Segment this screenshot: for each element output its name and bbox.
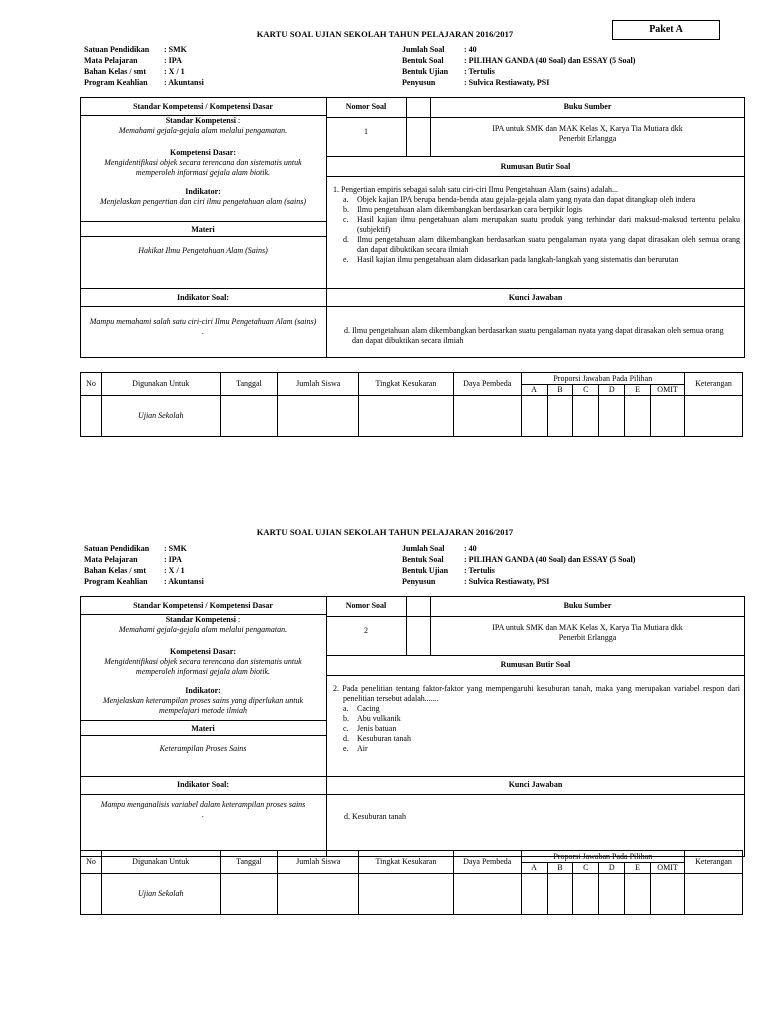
info-value: : X / 1 bbox=[164, 566, 185, 575]
col-no: No bbox=[81, 373, 102, 396]
sk-colon: : bbox=[236, 615, 241, 624]
question-block bbox=[333, 185, 740, 265]
info-label: Jumlah Soal bbox=[402, 544, 445, 553]
table-cell bbox=[651, 396, 685, 437]
table-cell bbox=[521, 874, 547, 915]
sk-label: Standar Kompetensi bbox=[165, 615, 237, 624]
choice-cell: E bbox=[625, 385, 651, 396]
row-digunakan: Ujian Sekolah bbox=[101, 396, 220, 437]
kunci-text: d. Kesuburan tanah bbox=[344, 812, 406, 821]
paket-label: Paket A bbox=[612, 20, 720, 40]
col-tanggal: Tanggal bbox=[220, 851, 278, 874]
col-daya: Daya Pembeda bbox=[453, 373, 521, 396]
kd-label: Kompetensi Dasar: bbox=[170, 148, 236, 157]
info-label: Bentuk Ujian bbox=[402, 566, 449, 575]
option-mark: e. bbox=[343, 744, 349, 753]
option-text: Ilmu pengetahuan alam dikembangkan berdasarkan suatu pengalaman nyata yang dapat dirasakan oleh semua orang dan dapat dibuktikan secara ilmiah bbox=[357, 235, 740, 254]
question-text: 2. Pada penelitian tentang faktor-faktor yang mempengaruhi kesuburan tanah, maka yang merupakan variabel respon dari penelitian tersebut adalah....... bbox=[333, 684, 740, 703]
info-label: Satuan Pendidikan bbox=[84, 45, 150, 54]
info-value: : Sulvica Restiawaty, PSI bbox=[464, 577, 550, 586]
option-text: Abu vulkanik bbox=[357, 714, 401, 723]
table-cell bbox=[573, 874, 599, 915]
col-digunakan: Digunakan Untuk bbox=[101, 373, 220, 396]
option-item bbox=[343, 704, 740, 714]
option-mark: c. bbox=[343, 215, 349, 224]
kd-text: Mengidentifikasi objek secara terencana dan sistematis untuk memperoleh informasi gejala alam biotik. bbox=[104, 657, 302, 676]
table-cell bbox=[547, 396, 573, 437]
info-value: : Akuntansi bbox=[164, 78, 204, 87]
table-cell bbox=[81, 396, 102, 437]
card-title: KARTU SOAL UJIAN SEKOLAH TAHUN PELAJARAN 2016/2017 bbox=[256, 527, 514, 537]
kompetensi-dasar bbox=[84, 647, 322, 677]
question-block bbox=[333, 684, 740, 754]
standar-kompetensi bbox=[84, 116, 322, 136]
kunci-text: d. Ilmu pengetahuan alam dikembangkan berdasarkan suatu pengalaman nyata yang dapat dirasakan oleh semua orang dan dapat dibuktikan secara ilmiah bbox=[344, 326, 724, 345]
indikator bbox=[84, 187, 322, 207]
kd-label: Kompetensi Dasar: bbox=[170, 647, 236, 656]
info-value: : IPA bbox=[164, 56, 182, 65]
info-value: : PILIHAN GANDA (40 Soal) dan ESSAY (5 Soal) bbox=[464, 555, 636, 564]
buku-sumber bbox=[430, 623, 745, 643]
indikator-soal bbox=[84, 800, 322, 820]
info-left bbox=[84, 544, 204, 588]
options-list bbox=[343, 195, 740, 265]
table-cell bbox=[573, 396, 599, 437]
table-cell bbox=[81, 874, 102, 915]
table-cell bbox=[453, 396, 521, 437]
option-item bbox=[343, 744, 740, 754]
info-label: Bahan Kelas / smt bbox=[84, 67, 147, 76]
materi-text: Keterampilan Proses Sains bbox=[159, 744, 247, 753]
header-rumusan: Rumusan Butir Soal bbox=[500, 162, 571, 171]
col-tanggal: Tanggal bbox=[220, 373, 278, 396]
option-item bbox=[343, 215, 740, 235]
info-label: Penyusun bbox=[402, 78, 436, 87]
table-cell bbox=[220, 396, 278, 437]
table-cell bbox=[453, 874, 521, 915]
table-cell bbox=[625, 396, 651, 437]
options-list bbox=[343, 704, 740, 754]
choice-cell: E bbox=[625, 863, 651, 874]
indikator bbox=[84, 686, 322, 716]
info-value: : IPA bbox=[164, 555, 182, 564]
sk-label: Standar Kompetensi bbox=[165, 116, 237, 125]
col-keterangan: Keterangan bbox=[685, 851, 743, 874]
info-value: : 40 bbox=[464, 45, 477, 54]
option-text: Ilmu pengetahuan alam dikembangkan berdasarkan cara berpikir logis bbox=[357, 205, 583, 214]
col-daya: Daya Pembeda bbox=[453, 851, 521, 874]
option-item bbox=[343, 714, 740, 724]
option-item bbox=[343, 724, 740, 734]
header-materi: Materi bbox=[191, 225, 215, 234]
table-cell bbox=[521, 396, 547, 437]
option-mark: b. bbox=[343, 205, 349, 214]
table-cell bbox=[651, 874, 685, 915]
info-label: Jumlah Soal bbox=[402, 45, 445, 54]
header-sk-kd: Standar Kompetensi / Kompetensi Dasar bbox=[133, 601, 273, 610]
analysis-table bbox=[80, 850, 743, 915]
header-kunci: Kunci Jawaban bbox=[508, 780, 563, 789]
header-indikator-soal: Indikator Soal: bbox=[176, 780, 230, 789]
table-cell bbox=[220, 874, 278, 915]
header-rumusan: Rumusan Butir Soal bbox=[500, 660, 571, 669]
info-value: : SMK bbox=[164, 544, 187, 553]
kunci-jawaban bbox=[344, 326, 729, 346]
choice-cell: B bbox=[547, 863, 573, 874]
indikator-label: Indikator: bbox=[185, 187, 221, 196]
row-digunakan: Ujian Sekolah bbox=[101, 874, 220, 915]
info-label: Program Keahlian bbox=[84, 78, 148, 87]
standar-kompetensi bbox=[84, 615, 322, 635]
nomor-soal-value: 2 bbox=[364, 626, 368, 635]
indikator-soal-text: Mampu menganalisis variabel dalam keterampilan proses sains bbox=[100, 800, 306, 809]
table-cell bbox=[278, 396, 359, 437]
option-mark: c. bbox=[343, 724, 349, 733]
table-cell bbox=[685, 874, 743, 915]
info-value: : Sulvica Restiawaty, PSI bbox=[464, 78, 550, 87]
info-value: : Tertulis bbox=[464, 566, 495, 575]
choice-cell: B bbox=[547, 385, 573, 396]
option-mark: a. bbox=[343, 704, 349, 713]
table-cell bbox=[359, 396, 454, 437]
info-label: Mata Pelajaran bbox=[84, 555, 138, 564]
card-title: KARTU SOAL UJIAN SEKOLAH TAHUN PELAJARAN 2016/2017 bbox=[256, 29, 514, 39]
option-text: Objek kajian IPA berupa benda-benda atau gejala-gejala alam yang nyata dan dapat ditangkap oleh indera bbox=[357, 195, 696, 204]
indikator-label: Indikator: bbox=[185, 686, 221, 695]
table-cell bbox=[547, 874, 573, 915]
col-keterangan: Keterangan bbox=[685, 373, 743, 396]
info-value: : X / 1 bbox=[164, 67, 185, 76]
choice-cell: A bbox=[521, 863, 547, 874]
buku-line: Penerbit Erlangga bbox=[558, 633, 617, 642]
col-tingkat: Tingkat Kesukaran bbox=[359, 851, 454, 874]
option-mark: b. bbox=[343, 714, 349, 723]
header-buku-sumber: Buku Sumber bbox=[563, 601, 612, 610]
option-mark: a. bbox=[343, 195, 349, 204]
choice-cell: D bbox=[599, 385, 625, 396]
question-card bbox=[0, 0, 768, 470]
buku-line: IPA untuk SMK dan MAK Kelas X, Karya Tia Mutiara dkk bbox=[492, 124, 683, 133]
indikator-text: Menjelaskan pengertian dan ciri ilmu pengetahuan alam (sains) bbox=[100, 197, 306, 206]
buku-line: Penerbit Erlangga bbox=[558, 134, 617, 143]
option-item bbox=[343, 235, 740, 255]
dot: . bbox=[202, 327, 204, 336]
indikator-soal-text: Mampu memahami salah satu ciri-ciri Ilmu Pengetahuan Alam (sains) bbox=[89, 317, 317, 326]
choice-cell: OMIT bbox=[651, 385, 685, 396]
table-cell bbox=[278, 874, 359, 915]
indikator-soal bbox=[88, 317, 318, 337]
option-text: Hasil kajian ilmu pengetahuan alam didasarkan pada langkah-langkah yang sistematis dan berurutan bbox=[357, 255, 679, 264]
option-mark: d. bbox=[343, 235, 349, 244]
info-value: : Akuntansi bbox=[164, 577, 204, 586]
header-buku-sumber: Buku Sumber bbox=[563, 102, 612, 111]
buku-sumber bbox=[430, 124, 745, 144]
col-proporsi: Proporsi Jawaban Pada Pilihan bbox=[521, 373, 684, 385]
sk-colon: : bbox=[236, 116, 241, 125]
question-text: 1. Pengertian empiris sebagai salah satu ciri-ciri Ilmu Pengetahuan Alam (sains) adalah... bbox=[333, 185, 619, 194]
header-sk-kd: Standar Kompetensi / Kompetensi Dasar bbox=[133, 102, 273, 111]
option-text: Kesuburan tanah bbox=[357, 734, 411, 743]
info-right bbox=[402, 544, 635, 588]
info-label: Mata Pelajaran bbox=[84, 56, 138, 65]
info-label: Satuan Pendidikan bbox=[84, 544, 150, 553]
col-tingkat: Tingkat Kesukaran bbox=[359, 373, 454, 396]
option-text: Air bbox=[357, 744, 368, 753]
indikator-text: Menjelaskan keterampilan proses sains yang diperlukan untuk mempelajari metode ilmiah bbox=[102, 696, 304, 715]
dot: . bbox=[202, 810, 204, 819]
col-proporsi: Proporsi Jawaban Pada Pilihan bbox=[521, 851, 684, 863]
info-label: Bentuk Soal bbox=[402, 56, 444, 65]
table-cell bbox=[625, 874, 651, 915]
col-jumlah-siswa: Jumlah Siswa bbox=[278, 373, 359, 396]
choice-cell: D bbox=[599, 863, 625, 874]
col-no: No bbox=[81, 851, 102, 874]
info-label: Penyusun bbox=[402, 577, 436, 586]
option-text: Hasil kajian ilmu pengetahuan alam merupakan suatu produk yang terhindar dari maksud-maksud tertentu pelaku (subjektif) bbox=[357, 215, 740, 234]
kompetensi-dasar bbox=[84, 148, 322, 178]
choice-cell: A bbox=[521, 385, 547, 396]
buku-line: IPA untuk SMK dan MAK Kelas X, Karya Tia Mutiara dkk bbox=[492, 623, 683, 632]
option-item bbox=[343, 205, 740, 215]
info-label: Bahan Kelas / smt bbox=[84, 566, 147, 575]
info-value: : 40 bbox=[464, 544, 477, 553]
nomor-soal-value: 1 bbox=[364, 127, 368, 136]
sk-text: Memahami gejala-gejala alam melalui pengamatan. bbox=[118, 625, 288, 634]
header-nomor-soal: Nomor Soal bbox=[345, 102, 387, 111]
choice-cell: C bbox=[573, 863, 599, 874]
col-digunakan: Digunakan Untuk bbox=[101, 851, 220, 874]
option-text: Cacing bbox=[357, 704, 380, 713]
option-mark: d. bbox=[343, 734, 349, 743]
option-item bbox=[343, 255, 740, 265]
question-card bbox=[0, 499, 768, 969]
header-nomor-soal: Nomor Soal bbox=[345, 601, 387, 610]
info-value: : PILIHAN GANDA (40 Soal) dan ESSAY (5 Soal) bbox=[464, 56, 636, 65]
info-value: : Tertulis bbox=[464, 67, 495, 76]
kd-text: Mengidentifikasi objek secara terencana dan sistematis untuk memperoleh informasi gejala alam biotik. bbox=[104, 158, 302, 177]
option-item bbox=[343, 195, 740, 205]
materi-text: Hakikat Ilmu Pengetahuan Alam (Sains) bbox=[138, 246, 268, 255]
table-cell bbox=[599, 396, 625, 437]
option-text: Jenis batuan bbox=[357, 724, 397, 733]
analysis-table bbox=[80, 372, 743, 437]
header-indikator-soal: Indikator Soal: bbox=[176, 293, 230, 302]
info-label: Program Keahlian bbox=[84, 577, 148, 586]
choice-cell: OMIT bbox=[651, 863, 685, 874]
table-cell bbox=[685, 396, 743, 437]
table-cell bbox=[599, 874, 625, 915]
info-right bbox=[402, 45, 635, 89]
col-jumlah-siswa: Jumlah Siswa bbox=[278, 851, 359, 874]
info-left bbox=[84, 45, 204, 89]
table-cell bbox=[359, 874, 454, 915]
option-mark: e. bbox=[343, 255, 349, 264]
info-value: : SMK bbox=[164, 45, 187, 54]
sk-text: Memahami gejala-gejala alam melalui pengamatan. bbox=[118, 126, 288, 135]
choice-cell: C bbox=[573, 385, 599, 396]
header-materi: Materi bbox=[191, 724, 215, 733]
header-kunci: Kunci Jawaban bbox=[508, 293, 563, 302]
kunci-jawaban bbox=[344, 812, 729, 822]
info-label: Bentuk Soal bbox=[402, 555, 444, 564]
option-item bbox=[343, 734, 740, 744]
info-label: Bentuk Ujian bbox=[402, 67, 449, 76]
